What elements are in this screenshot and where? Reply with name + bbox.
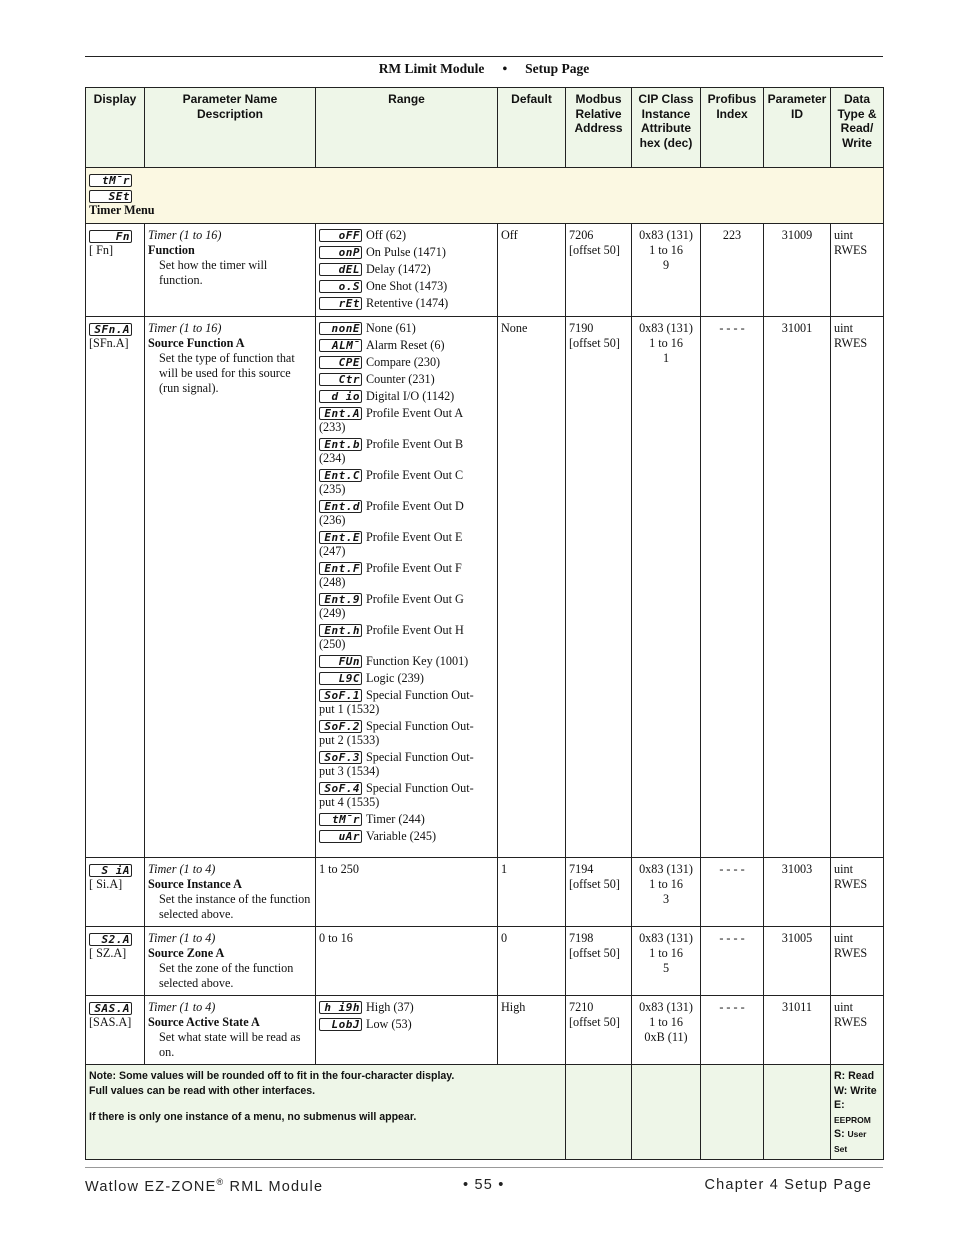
range-label: [366, 355, 494, 370]
range-option: [319, 338, 494, 353]
lcd-display: ALM̄: [319, 339, 362, 352]
page-number: • 55 •: [463, 1177, 505, 1193]
note-cell: [86, 1065, 566, 1160]
data-type: uint: [834, 862, 853, 876]
range-option: [319, 499, 494, 514]
range-option: [319, 262, 494, 277]
footer-rule: [85, 1167, 883, 1168]
param-id-cell: 31003: [764, 858, 831, 927]
range-label: [366, 561, 494, 576]
range-label: [366, 499, 494, 514]
note-line: Full values can be read with other interfaces.: [89, 1084, 316, 1097]
range-label: [366, 437, 494, 452]
lcd-display: L9C: [319, 672, 362, 685]
cip-instance: 1 to 16: [649, 1015, 683, 1029]
modbus-offset: [offset 50]: [569, 877, 620, 891]
range-label: [366, 406, 494, 421]
cip-attribute: 9: [662, 258, 670, 272]
cip-class: 0x83 (131): [639, 862, 693, 876]
legend-value: User Set: [834, 1129, 867, 1154]
lcd-display: Ent.C: [319, 469, 362, 482]
lcd-display: d io: [319, 390, 362, 403]
range-label: [366, 688, 494, 703]
range-text: Counter (231): [366, 372, 435, 386]
range-cell: [316, 224, 498, 317]
col-header: Parameter Name Description: [145, 88, 316, 168]
range-label: [366, 389, 494, 404]
col-header: Range: [316, 88, 498, 168]
cip-cell: [632, 317, 701, 858]
range-text: put 2 (1533): [319, 733, 380, 747]
param-desc: Set the zone of the function selected above.: [159, 961, 294, 990]
param-name: Function: [148, 243, 195, 257]
legend-key: S:: [834, 1128, 845, 1140]
modbus-address: 7210: [569, 1000, 594, 1014]
legend-key: R:: [834, 1070, 846, 1082]
col-header: Display: [86, 88, 145, 168]
footer-left: [85, 1177, 323, 1195]
range-text: Function Key (1001): [366, 654, 469, 668]
data-type: uint: [834, 228, 853, 242]
modbus-cell: [566, 224, 632, 317]
range-option: [319, 530, 494, 545]
param-id-cell: 31001: [764, 317, 831, 858]
range-option: [319, 279, 494, 294]
range-cell: [316, 927, 498, 996]
default-cell: Off: [498, 224, 566, 317]
lcd-display: Ent.d: [319, 500, 362, 513]
modbus-offset: [offset 50]: [569, 1015, 620, 1029]
cip-class: 0x83 (131): [639, 931, 693, 945]
display-cell: [86, 927, 145, 996]
range-option: [319, 812, 494, 827]
menu-cell: [86, 168, 884, 224]
col-header: Default: [498, 88, 566, 168]
note-row: [86, 1065, 884, 1160]
range-text: Delay (1472): [366, 262, 431, 276]
param-scope: Timer (1 to 4): [148, 862, 216, 876]
data-type-cell: [831, 927, 884, 996]
parameter-row: [86, 317, 884, 858]
range-label: [366, 812, 494, 827]
menu-row: [86, 168, 884, 224]
range-option: [319, 719, 494, 734]
range-text: Off (62): [366, 228, 407, 242]
cip-attribute: 1: [662, 351, 670, 365]
range-text: None (61): [366, 321, 416, 335]
param-name: Source Instance A: [148, 877, 242, 891]
lcd-display: CPE: [319, 356, 362, 369]
param-name: Source Active State A: [148, 1015, 260, 1029]
range-label: [366, 829, 494, 844]
parameter-row: [86, 996, 884, 1065]
lcd-display: Ent.h: [319, 624, 362, 637]
range-label: [366, 654, 494, 669]
modbus-cell: [566, 858, 632, 927]
range-text: (248): [319, 575, 346, 589]
read-write: RWES: [834, 946, 868, 960]
legend-key: W:: [834, 1084, 848, 1097]
range-label: [366, 296, 494, 311]
lcd-display: dEL: [319, 263, 362, 276]
footer-chapter: Chapter 4 Setup Page: [704, 1177, 872, 1193]
lcd-display: SoF.1: [319, 689, 362, 702]
modbus-cell: [566, 317, 632, 858]
range-text: Compare (230): [366, 355, 441, 369]
range-text: (236): [319, 513, 346, 527]
lcd-display: S iA: [89, 864, 132, 877]
cip-attribute: 3: [662, 892, 670, 906]
range-cell: [316, 317, 498, 858]
range-label: [366, 245, 494, 260]
profibus-cell: - - - -: [701, 858, 764, 927]
lcd-display: Ctr: [319, 373, 362, 386]
range-option: [319, 671, 494, 686]
modbus-offset: [offset 50]: [569, 336, 620, 350]
range-label: [366, 338, 494, 353]
range-text: Variable (245): [366, 829, 437, 843]
legend-cell: [831, 1065, 884, 1160]
profibus-cell: - - - -: [701, 317, 764, 858]
data-type-cell: [831, 858, 884, 927]
page-header: [85, 61, 883, 77]
empty-cell: [764, 1065, 831, 1160]
cip-class: 0x83 (131): [639, 321, 693, 335]
read-write: RWES: [834, 243, 868, 257]
data-type-cell: [831, 224, 884, 317]
lcd-display: S2.A: [89, 933, 132, 946]
col-header: Parameter ID: [764, 88, 831, 168]
menu-title: Timer Menu: [89, 203, 155, 217]
lcd-display: SEt: [89, 190, 132, 203]
lcd-display: tM̄r: [89, 174, 132, 187]
range-option: [319, 1000, 494, 1015]
profibus-cell: - - - -: [701, 996, 764, 1065]
range-option: [319, 1017, 494, 1032]
cip-cell: [632, 927, 701, 996]
range-label: [366, 530, 494, 545]
range-option: [319, 355, 494, 370]
lcd-display: nonE: [319, 322, 362, 335]
range-text: Special Function Out-: [366, 781, 474, 795]
legend-key: E:: [834, 1099, 845, 1111]
header-module: RM Limit Module: [378, 61, 485, 76]
display-cell: [86, 224, 145, 317]
legend-value: EEPROM: [834, 1114, 871, 1125]
range-text: put 3 (1534): [319, 764, 380, 778]
note-line: Note: Some values will be rounded off to fit in the four-character display.: [89, 1070, 455, 1082]
default-cell: None: [498, 317, 566, 858]
lcd-display: Ent.9: [319, 593, 362, 606]
footer-product: Watlow EZ-ZONE: [85, 1178, 217, 1195]
range-text: Special Function Out-: [366, 688, 474, 702]
data-type: uint: [834, 931, 853, 945]
read-write: RWES: [834, 336, 868, 350]
range-cell: [316, 996, 498, 1065]
header-bullet: •: [502, 61, 508, 76]
param-id-cell: 31011: [764, 996, 831, 1065]
col-header: CIP Class Instance Attribute hex (dec): [632, 88, 701, 168]
description-cell: [145, 858, 316, 927]
range-text: 0 to 16: [319, 931, 353, 945]
range-label: [366, 750, 494, 765]
range-text: Profile Event Out F: [366, 561, 462, 575]
range-option: [319, 372, 494, 387]
param-scope: Timer (1 to 4): [148, 931, 216, 945]
range-text: Logic (239): [366, 671, 424, 685]
default-cell: High: [498, 996, 566, 1065]
range-option: [319, 389, 494, 404]
range-text: Profile Event Out A: [366, 406, 464, 420]
range-text: Special Function Out-: [366, 719, 474, 733]
modbus-cell: [566, 927, 632, 996]
modbus-offset: [offset 50]: [569, 243, 620, 257]
range-text: Profile Event Out G: [366, 592, 464, 606]
display-cell: [86, 317, 145, 858]
header-row: [86, 88, 884, 168]
modbus-address: 7206: [569, 228, 594, 242]
param-desc: Set the instance of the function selected above.: [159, 892, 311, 921]
display-code: [SAS.A]: [89, 1015, 132, 1029]
param-id-cell: 31009: [764, 224, 831, 317]
modbus-address: 7198: [569, 931, 594, 945]
range-text: put 4 (1535): [319, 795, 380, 809]
lcd-display: SoF.4: [319, 782, 362, 795]
profibus-cell: - - - -: [701, 927, 764, 996]
range-option: [319, 406, 494, 421]
cip-class: 0x83 (131): [639, 228, 693, 242]
range-option: [319, 245, 494, 260]
range-option: [319, 781, 494, 796]
lcd-display: SoF.3: [319, 751, 362, 764]
range-label: [366, 228, 494, 243]
display-code: [SFn.A]: [89, 336, 129, 350]
range-text: (234): [319, 451, 346, 465]
data-type-cell: [831, 996, 884, 1065]
range-text: Profile Event Out D: [366, 499, 464, 513]
lcd-display: LobJ: [319, 1018, 362, 1031]
lcd-display: tM̄r: [319, 813, 362, 826]
range-text: (233): [319, 420, 346, 434]
note-line: If there is only one instance of a menu, no submenus will appear.: [89, 1111, 417, 1123]
range-label: [366, 671, 494, 686]
header-page: Setup Page: [525, 61, 590, 76]
modbus-address: 7190: [569, 321, 594, 335]
range-cell: [316, 858, 498, 927]
cip-class: 0x83 (131): [639, 1000, 693, 1014]
lcd-display: Ent.E: [319, 531, 362, 544]
range-text: Profile Event Out H: [366, 623, 464, 637]
cip-cell: [632, 858, 701, 927]
lcd-display: SAS.A: [89, 1002, 132, 1015]
lcd-display: o.S: [319, 280, 362, 293]
range-option: [319, 296, 494, 311]
cip-cell: [632, 224, 701, 317]
range-label: [366, 592, 494, 607]
cip-instance: 1 to 16: [649, 243, 683, 257]
param-scope: Timer (1 to 4): [148, 1000, 216, 1014]
footer-module: RML Module: [224, 1178, 324, 1195]
col-header: Modbus Relative Address: [566, 88, 632, 168]
parameter-table: [85, 87, 884, 1160]
data-type-cell: [831, 317, 884, 858]
cip-instance: 1 to 16: [649, 877, 683, 891]
range-text: One Shot (1473): [366, 279, 448, 293]
range-option: [319, 561, 494, 576]
lcd-display: Ent.A: [319, 407, 362, 420]
range-text: Alarm Reset (6): [366, 338, 445, 352]
profibus-cell: 223: [701, 224, 764, 317]
modbus-offset: [offset 50]: [569, 946, 620, 960]
range-text: (249): [319, 606, 346, 620]
lcd-display: uAr: [319, 830, 362, 843]
range-option: [319, 750, 494, 765]
lcd-display: h i9h: [319, 1001, 362, 1014]
range-option: [319, 437, 494, 452]
empty-cell: [632, 1065, 701, 1160]
display-code: [ Si.A]: [89, 877, 123, 891]
lcd-display: FUn: [319, 655, 362, 668]
description-cell: [145, 317, 316, 858]
param-desc: Set what state will be read as on.: [159, 1030, 301, 1059]
param-desc: Set how the timer will function.: [159, 258, 268, 287]
range-option: [319, 623, 494, 638]
lcd-display: Fn: [89, 230, 132, 243]
range-label: [366, 719, 494, 734]
registered-mark: ®: [216, 1177, 225, 1187]
range-text: Profile Event Out E: [366, 530, 463, 544]
range-option: [319, 829, 494, 844]
range-label: [366, 321, 494, 336]
legend-value: Read: [848, 1070, 875, 1082]
range-label: [366, 372, 494, 387]
range-label: [366, 262, 494, 277]
modbus-cell: [566, 996, 632, 1065]
range-text: (250): [319, 637, 346, 651]
default-cell: 0: [498, 927, 566, 996]
range-text: Profile Event Out B: [366, 437, 464, 451]
cip-instance: 1 to 16: [649, 336, 683, 350]
range-option: [319, 688, 494, 703]
default-cell: 1: [498, 858, 566, 927]
range-text: Profile Event Out C: [366, 468, 464, 482]
description-cell: [145, 224, 316, 317]
data-type: uint: [834, 1000, 853, 1014]
lcd-display: Ent.F: [319, 562, 362, 575]
lcd-display: SFn.A: [89, 323, 132, 336]
param-name: Source Function A: [148, 336, 245, 350]
range-text: Timer (244): [366, 812, 425, 826]
cip-cell: [632, 996, 701, 1065]
range-text: Low (53): [366, 1017, 412, 1031]
empty-cell: [701, 1065, 764, 1160]
display-code: [ SZ.A]: [89, 946, 127, 960]
cip-attribute: 0xB (11): [644, 1030, 688, 1044]
data-type: uint: [834, 321, 853, 335]
range-label: [366, 1000, 494, 1015]
range-label: [366, 279, 494, 294]
lcd-display: Ent.b: [319, 438, 362, 451]
param-desc: Set the type of function that will be used for this source (run signal).: [159, 351, 295, 395]
range-text: On Pulse (1471): [366, 245, 446, 259]
display-code: [ Fn]: [89, 243, 114, 257]
display-cell: [86, 858, 145, 927]
parameter-row: [86, 858, 884, 927]
range-text: High (37): [366, 1000, 414, 1014]
lcd-display: rEt: [319, 297, 362, 310]
param-name: Source Zone A: [148, 946, 225, 960]
range-option: [319, 468, 494, 483]
lcd-display: SoF.2: [319, 720, 362, 733]
range-option: [319, 228, 494, 243]
cip-attribute: 5: [662, 961, 670, 975]
range-label: [366, 781, 494, 796]
param-scope: Timer (1 to 16): [148, 228, 222, 242]
range-text: Digital I/O (1142): [366, 389, 455, 403]
display-cell: [86, 996, 145, 1065]
cip-instance: 1 to 16: [649, 946, 683, 960]
range-label: [366, 1017, 494, 1032]
range-text: (247): [319, 544, 346, 558]
range-text: Retentive (1474): [366, 296, 449, 310]
parameter-row: [86, 927, 884, 996]
range-option: [319, 321, 494, 336]
read-write: RWES: [834, 1015, 868, 1029]
range-text: Special Function Out-: [366, 750, 474, 764]
range-label: [366, 468, 494, 483]
range-text: 1 to 250: [319, 862, 359, 876]
legend-value: Write: [850, 1084, 877, 1097]
modbus-address: 7194: [569, 862, 594, 876]
param-scope: Timer (1 to 16): [148, 321, 222, 335]
range-text: (235): [319, 482, 346, 496]
empty-cell: [566, 1065, 632, 1160]
top-rule: [85, 56, 883, 57]
read-write: RWES: [834, 877, 868, 891]
parameter-row: [86, 224, 884, 317]
lcd-display: onP: [319, 246, 362, 259]
param-id-cell: 31005: [764, 927, 831, 996]
description-cell: [145, 927, 316, 996]
range-option: [319, 592, 494, 607]
description-cell: [145, 996, 316, 1065]
range-option: [319, 654, 494, 669]
range-label: [366, 623, 494, 638]
col-header: Profibus Index: [701, 88, 764, 168]
lcd-display: oFF: [319, 229, 362, 242]
range-text: put 1 (1532): [319, 702, 380, 716]
col-header: Data Type & Read/ Write: [831, 88, 884, 168]
